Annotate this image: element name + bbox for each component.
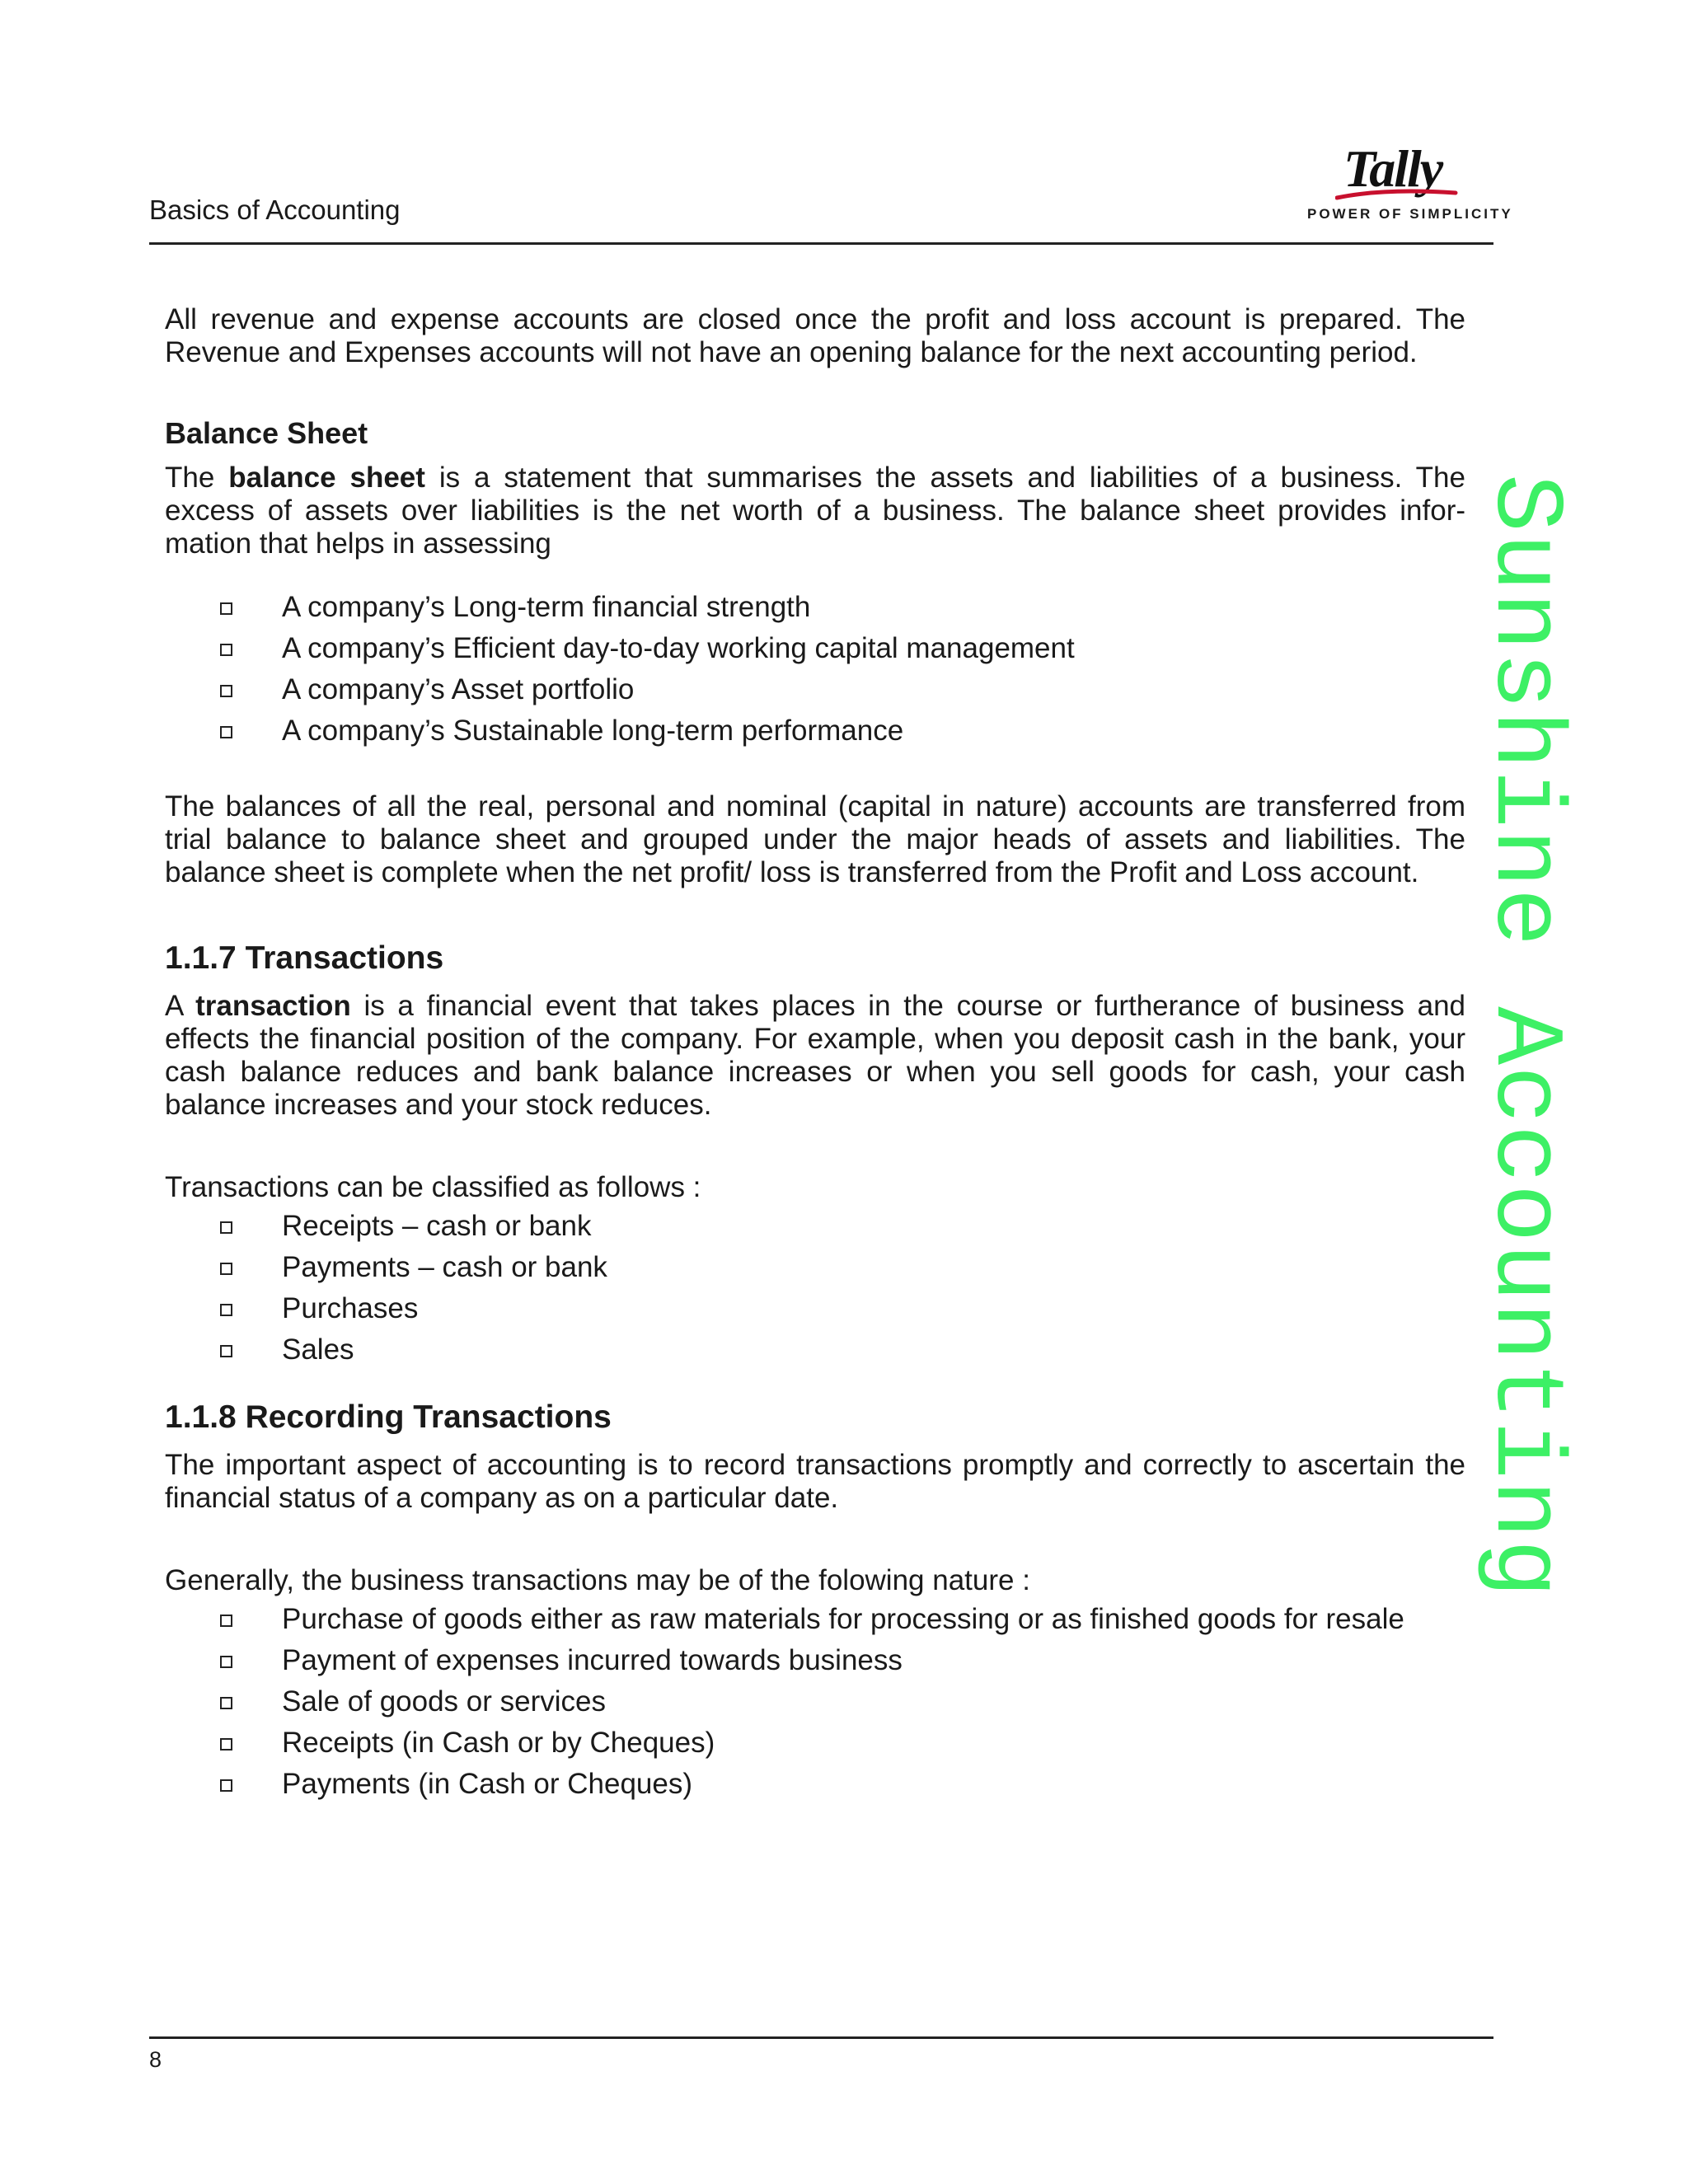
- balance-sheet-para-rest: is a statement that summarises the assets and liabilities of a business. The excess of assets over liabilities is the net worth of a business. The balance sheet provides infor-mation that helps in assessing: [165, 462, 1465, 560]
- list-item: [165, 628, 1465, 669]
- footer-rule: [149, 2036, 1493, 2039]
- balance-sheet-heading: Balance Sheet: [165, 416, 368, 450]
- transactions-para-rest: is a financial event that takes places in the course or furtherance of business and effects the financial position of the company. For example, when you deposit cash in the bank, your cash balance reduces and bank balance increases or when you sell goods for cash, your cash balance increases and your stock reduces.: [165, 990, 1465, 1121]
- transactions-para-prefix: A: [165, 990, 196, 1022]
- list-item: [165, 1247, 1465, 1288]
- list-item-text: Payments (in Cash or Cheques): [282, 1768, 692, 1800]
- transaction-term: transaction: [195, 990, 351, 1022]
- square-bullet-icon: [220, 1779, 232, 1792]
- list-item-text: A company’s Sustainable long-term performance: [282, 715, 904, 747]
- logo-swoosh-icon: [1335, 186, 1459, 203]
- square-bullet-icon: [220, 1656, 232, 1668]
- square-bullet-icon: [220, 1697, 232, 1709]
- list-item-text: Receipts – cash or bank: [282, 1210, 592, 1242]
- tally-logo-tagline: POWER OF SIMPLICITY: [1307, 206, 1513, 222]
- square-bullet-icon: [220, 685, 232, 697]
- list-item: [165, 1599, 1465, 1640]
- list-item: [165, 1681, 1465, 1722]
- list-item: [165, 669, 1465, 710]
- recording-paragraph: The important aspect of accounting is to record transactions promptly and correctly to ascertain the financial status of a company as on a particular date.: [165, 1449, 1465, 1514]
- header-rule: [149, 242, 1493, 245]
- transactions-paragraph: [165, 990, 1465, 1122]
- balance-sheet-term: balance sheet: [228, 462, 425, 494]
- balance-sheet-para-prefix: The: [165, 462, 229, 494]
- square-bullet-icon: [220, 1615, 232, 1627]
- list-item-text: Purchase of goods either as raw materials for processing or as finished goods for resale: [282, 1603, 1404, 1635]
- list-item-text: A company’s Asset portfolio: [282, 673, 635, 705]
- watermark-text: Sunshine Accounting: [1469, 474, 1578, 1599]
- page-number: 8: [149, 2047, 162, 2072]
- list-item: [165, 1640, 1465, 1681]
- intro-paragraph: All revenue and expense accounts are closed once the profit and loss account is prepared. The Revenue and Expenses accounts will not have an opening balance for the next accounting period.: [165, 303, 1465, 368]
- square-bullet-icon: [220, 1738, 232, 1750]
- transactions-classified-intro: Transactions can be classified as follows :: [165, 1171, 701, 1203]
- tally-logo-wordmark: Tally: [1343, 139, 1442, 198]
- list-item: [165, 1764, 1465, 1805]
- transactions-heading: 1.1.7 Transactions: [165, 940, 444, 976]
- list-item-text: Receipts (in Cash or by Cheques): [282, 1727, 715, 1759]
- list-item-text: Sale of goods or services: [282, 1685, 606, 1718]
- page-body: [165, 303, 1465, 1805]
- list-item: [165, 587, 1465, 628]
- list-item-text: Sales: [282, 1333, 354, 1366]
- recording-nature-intro: Generally, the business transactions may be of the folowing nature :: [165, 1564, 1030, 1596]
- list-item: [165, 1288, 1465, 1329]
- transactions-list: [165, 1206, 1465, 1371]
- square-bullet-icon: [220, 1345, 232, 1357]
- balance-sheet-paragraph: [165, 462, 1465, 560]
- recording-heading: 1.1.8 Recording Transactions: [165, 1399, 612, 1435]
- square-bullet-icon: [220, 1263, 232, 1275]
- list-item-text: Payments – cash or bank: [282, 1251, 607, 1283]
- list-item-text: Payment of expenses incurred towards business: [282, 1644, 903, 1676]
- square-bullet-icon: [220, 602, 232, 615]
- list-item: [165, 710, 1465, 752]
- balance-sheet-closing-paragraph: The balances of all the real, personal and nominal (capital in nature) accounts are transferred from trial balance to balance sheet and grouped under the major heads of assets and liabilities. The balance sheet is complete when the net profit/ loss is transferred from the Profit and Loss account.: [165, 790, 1465, 888]
- recording-list: [165, 1599, 1465, 1805]
- list-item: [165, 1206, 1465, 1247]
- watermark: [1469, 474, 1688, 1727]
- square-bullet-icon: [220, 1304, 232, 1316]
- list-item: [165, 1722, 1465, 1764]
- list-item-text: A company’s Long-term financial strength: [282, 591, 811, 623]
- balance-sheet-list: [165, 587, 1465, 752]
- square-bullet-icon: [220, 644, 232, 656]
- list-item-text: Purchases: [282, 1292, 419, 1324]
- square-bullet-icon: [220, 1221, 232, 1234]
- list-item-text: A company’s Efficient day-to-day working capital management: [282, 632, 1075, 664]
- running-header-title: Basics of Accounting: [149, 194, 401, 225]
- square-bullet-icon: [220, 726, 232, 738]
- tally-logo: [1302, 138, 1513, 225]
- list-item: [165, 1329, 1465, 1371]
